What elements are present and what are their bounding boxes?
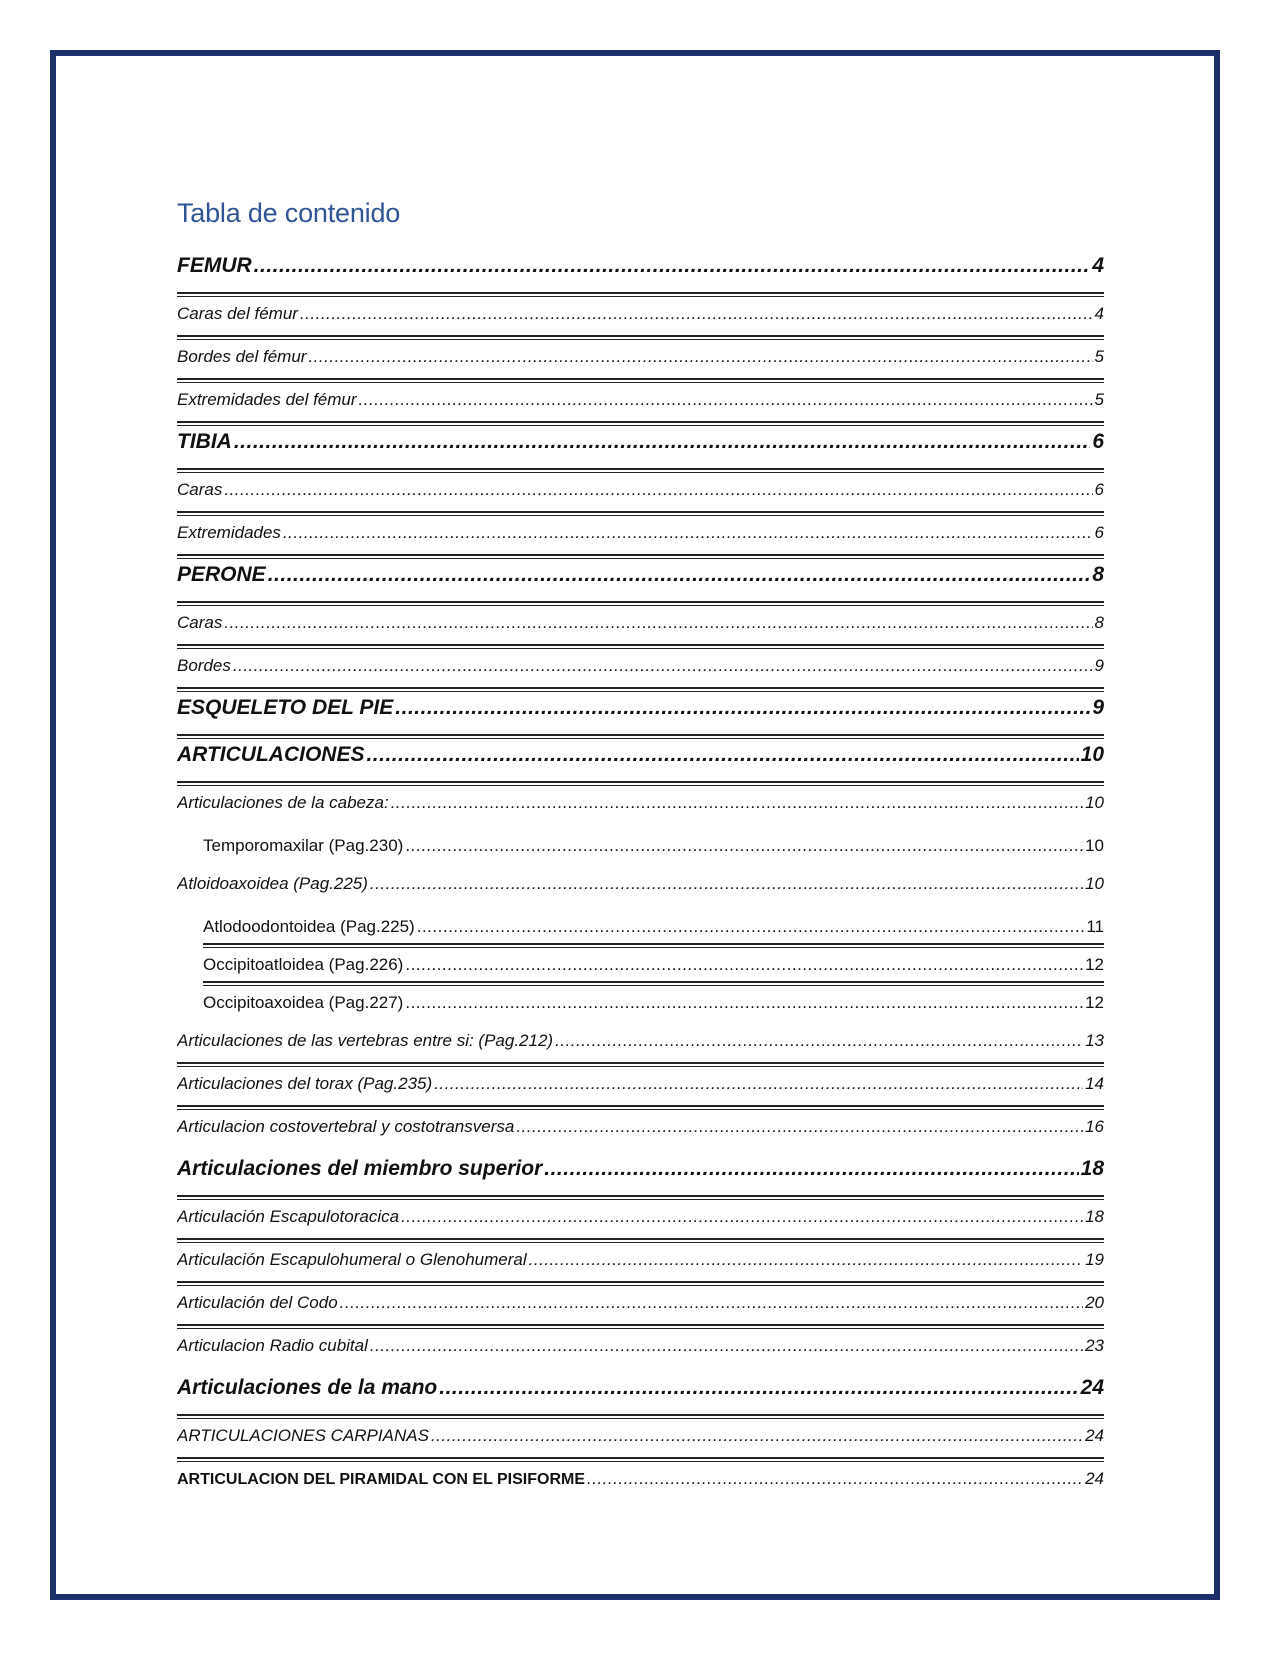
toc-entry-page-number: 12 xyxy=(1085,955,1104,974)
toc-entry[interactable] xyxy=(177,250,1104,297)
toc-entry-page-number: 20 xyxy=(1085,1293,1104,1312)
toc-entry-page-number: 13 xyxy=(1085,1031,1104,1050)
toc-entry-label: Extremidades del fémur xyxy=(177,390,357,409)
toc-entry[interactable] xyxy=(177,692,1104,739)
toc-entry[interactable] xyxy=(177,1067,1104,1110)
toc-entry[interactable] xyxy=(177,986,1104,1024)
dot-leader xyxy=(405,955,1083,975)
toc-entry-page-number: 10 xyxy=(1085,874,1104,893)
toc-entry[interactable] xyxy=(177,910,1104,948)
toc-entry[interactable] xyxy=(177,1024,1104,1067)
toc-entry-page-number: 8 xyxy=(1094,613,1104,632)
toc-entry-page-number: 12 xyxy=(1085,993,1104,1012)
dot-leader xyxy=(587,1469,1083,1489)
toc-entry[interactable] xyxy=(177,1243,1104,1286)
toc-entry[interactable] xyxy=(177,739,1104,786)
toc-entry-label: Bordes xyxy=(177,656,231,675)
dot-leader xyxy=(268,563,1091,587)
toc-entry-label: PERONE xyxy=(177,563,266,586)
toc-entry[interactable] xyxy=(177,383,1104,426)
dot-leader xyxy=(234,430,1090,454)
dot-leader xyxy=(434,1074,1083,1094)
toc-entry-label: Caras xyxy=(177,480,223,499)
dot-leader xyxy=(370,1336,1083,1356)
dot-leader xyxy=(224,613,1092,633)
toc-entry-label: ARTICULACION DEL PIRAMIDAL CON EL PISIFORME xyxy=(177,1471,586,1488)
dot-leader xyxy=(417,917,1085,937)
toc-entry[interactable] xyxy=(177,1200,1104,1243)
toc-entry[interactable] xyxy=(177,1372,1104,1419)
toc-entry-page-number: 9 xyxy=(1094,656,1104,675)
toc-entry[interactable] xyxy=(177,948,1104,986)
toc-entry-page-number: 6 xyxy=(1092,430,1104,453)
toc-entry-label: Caras xyxy=(177,613,223,632)
toc-entry-label: Articulacion Radio cubital xyxy=(177,1336,368,1355)
toc-entry[interactable] xyxy=(177,649,1104,692)
toc-entry[interactable] xyxy=(177,1462,1104,1505)
toc-entry-label: Articulaciones de la mano xyxy=(177,1376,438,1399)
toc-entry-page-number: 10 xyxy=(1085,793,1104,812)
toc-entry[interactable] xyxy=(177,473,1104,516)
toc-entry-page-number: 11 xyxy=(1086,917,1104,936)
toc-entry-label: Bordes del fémur xyxy=(177,347,307,366)
dot-leader xyxy=(224,480,1092,500)
toc-entry-label: ARTICULACIONES xyxy=(177,743,365,766)
toc-entry-label: Occipitoaxoidea (Pag.227) xyxy=(203,993,404,1012)
toc-entry-page-number: 6 xyxy=(1094,480,1104,499)
dot-leader xyxy=(283,523,1093,543)
toc-entry-label: Temporomaxilar (Pag.230) xyxy=(203,836,404,855)
toc-entry[interactable] xyxy=(177,426,1104,473)
toc-entry-page-number: 4 xyxy=(1094,304,1104,323)
toc-entry[interactable] xyxy=(177,1419,1104,1462)
dot-leader xyxy=(395,696,1090,720)
toc-entry[interactable] xyxy=(177,340,1104,383)
toc-entry-label: Articulaciones del torax (Pag.235) xyxy=(177,1074,433,1093)
toc-entry[interactable] xyxy=(177,867,1104,910)
dot-leader xyxy=(431,1426,1083,1446)
toc-entry-label: Articulación Escapulotoracica xyxy=(177,1207,400,1226)
toc-entry-label: Articulaciones de la cabeza: xyxy=(177,793,389,812)
toc-entry-label: FEMUR xyxy=(177,254,252,277)
toc-entry-page-number: 8 xyxy=(1092,563,1104,586)
dot-leader xyxy=(516,1117,1083,1137)
dot-leader xyxy=(401,1207,1083,1227)
toc-entry-page-number: 5 xyxy=(1094,347,1104,366)
dot-leader xyxy=(366,743,1078,767)
toc-entry-label: TIBIA xyxy=(177,430,232,453)
toc-entry[interactable] xyxy=(177,1329,1104,1372)
toc-title: Tabla de contenido xyxy=(177,198,401,228)
dot-leader xyxy=(359,390,1093,410)
toc-entry-page-number: 6 xyxy=(1094,523,1104,542)
toc-entry-page-number: 18 xyxy=(1080,1157,1104,1180)
dot-leader xyxy=(391,793,1083,813)
toc-entry[interactable] xyxy=(177,516,1104,559)
dot-leader xyxy=(340,1293,1083,1313)
toc-entry-label: Extremidades xyxy=(177,523,281,542)
toc-entry-page-number: 4 xyxy=(1092,254,1104,277)
dot-leader xyxy=(439,1376,1078,1400)
dot-leader xyxy=(370,874,1083,894)
dot-leader xyxy=(555,1031,1083,1051)
dot-leader xyxy=(544,1157,1078,1181)
toc-entry[interactable] xyxy=(177,559,1104,606)
toc-entry-label: Articulaciones del miembro superior xyxy=(177,1157,543,1180)
toc-entry-label: Atloidoaxoidea (Pag.225) xyxy=(177,874,368,893)
toc-entry[interactable] xyxy=(177,606,1104,649)
toc-entry-page-number: 10 xyxy=(1080,743,1104,766)
toc-entry-page-number: 23 xyxy=(1085,1336,1104,1355)
toc-entry-page-number: 10 xyxy=(1085,836,1104,855)
toc-entry-page-number: 16 xyxy=(1085,1117,1104,1136)
toc-entry-page-number: 24 xyxy=(1085,1469,1104,1488)
toc-entry[interactable] xyxy=(177,1153,1104,1200)
toc-entry-label: Atlodoodontoidea (Pag.225) xyxy=(203,917,415,936)
toc-entry-page-number: 19 xyxy=(1085,1250,1104,1269)
toc-entry-label: Articulaciones de las vertebras entre si: (Pag.212) xyxy=(177,1031,554,1050)
toc-entry-page-number: 9 xyxy=(1092,696,1104,719)
toc-entry-label: Articulacion costovertebral y costotransversa xyxy=(177,1117,515,1136)
toc-entry[interactable] xyxy=(177,829,1104,867)
toc-entry-page-number: 14 xyxy=(1085,1074,1104,1093)
toc-entry-page-number: 18 xyxy=(1085,1207,1104,1226)
toc-entry-page-number: 24 xyxy=(1085,1426,1104,1445)
toc-entry[interactable] xyxy=(177,786,1104,829)
toc-entry-label: Articulación Escapulohumeral o Glenohumeral xyxy=(177,1250,527,1269)
dot-leader xyxy=(300,304,1093,324)
toc-entry-label: ARTICULACIONES CARPIANAS xyxy=(177,1426,429,1445)
dot-leader xyxy=(405,836,1083,856)
dot-leader xyxy=(405,993,1083,1013)
toc-entry[interactable] xyxy=(177,1286,1104,1329)
dot-leader xyxy=(254,254,1091,278)
toc-entry-page-number: 5 xyxy=(1094,390,1104,409)
toc-entry-label: Articulación del Codo xyxy=(177,1293,338,1312)
toc-entry[interactable] xyxy=(177,297,1104,340)
toc-entry-page-number: 24 xyxy=(1080,1376,1104,1399)
toc-entry[interactable] xyxy=(177,1110,1104,1153)
toc-entry-label: ESQUELETO DEL PIE xyxy=(177,696,394,719)
dot-leader xyxy=(233,656,1093,676)
table-of-contents xyxy=(177,250,1104,1505)
dot-leader xyxy=(529,1250,1083,1270)
dot-leader xyxy=(308,347,1092,367)
toc-entry-label: Occipitoatloidea (Pag.226) xyxy=(203,955,404,974)
toc-entry-label: Caras del fémur xyxy=(177,304,298,323)
